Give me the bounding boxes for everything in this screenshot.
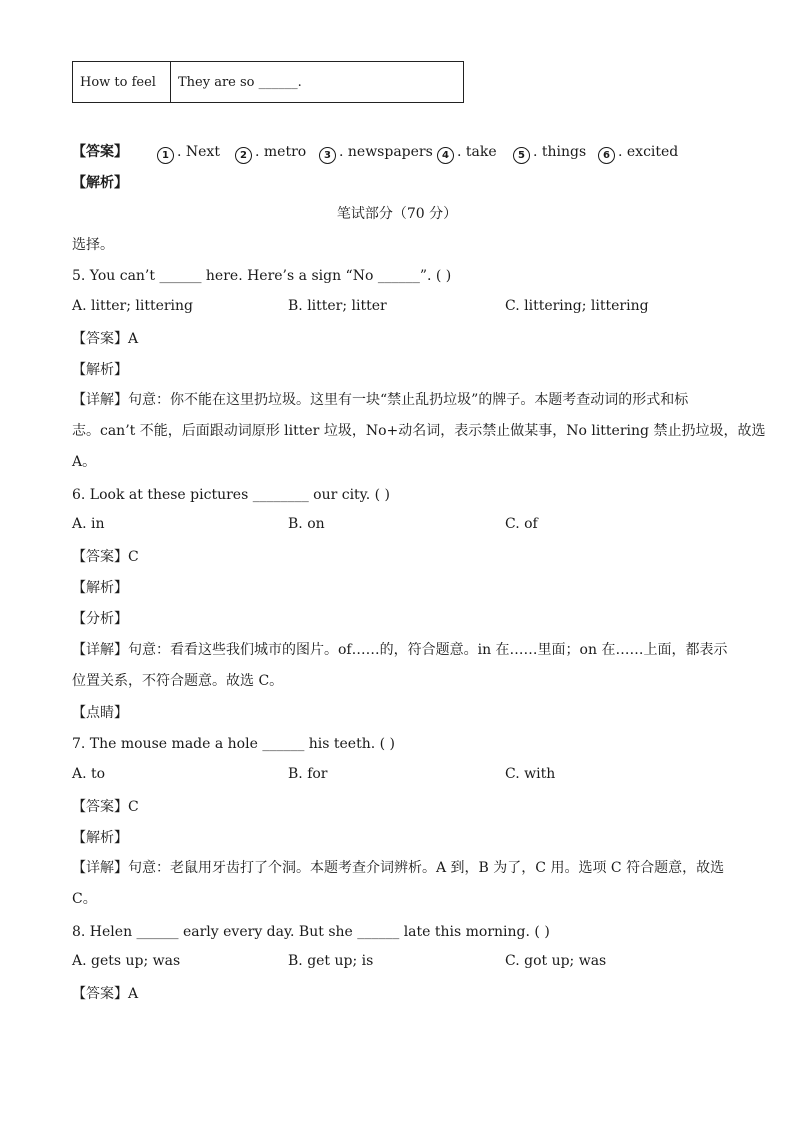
option-b: B. for: [288, 766, 328, 782]
detail-paragraph: [72, 635, 728, 697]
detail-line: 【详解】句意：看看这些我们城市的图片。of……的，符合题意。in 在……里面；on 在……上面，都表示: [72, 642, 728, 658]
analysis-label: 【解析】: [72, 362, 128, 378]
answer-text: . Next: [177, 144, 220, 160]
dianjing-label: 【点睛】: [72, 705, 128, 721]
answer-item: [513, 142, 586, 164]
circled-number: 3: [319, 147, 336, 164]
detail-line: 【详解】句意：老鼠用牙齿打了个洞。本题考查介词辨析。A 到，B 为了，C 用。选项 C 符合题意，故选: [72, 860, 725, 876]
table-row: [73, 62, 464, 103]
option-c: C. of: [505, 516, 538, 532]
answer-item: [157, 142, 220, 164]
answer-line: 【答案】A: [72, 331, 139, 347]
circled-number: 1: [157, 147, 174, 164]
answer-label: 【答案】: [72, 144, 128, 160]
circled-number: 5: [513, 147, 530, 164]
analysis-label: 【解析】: [72, 580, 128, 596]
section-title: 笔试部分（70 分）: [336, 206, 458, 222]
circled-number: 6: [598, 147, 615, 164]
detail-line: 志。can’t 不能，后面跟动词原形 litter 垃圾，No+动名词，表示禁止做某事，No littering 禁止扔垃圾，故选: [72, 423, 766, 439]
option-b: B. on: [288, 516, 325, 532]
question-stem: 7. The mouse made a hole ______ his teeth. ( ): [72, 736, 396, 752]
answer-text: . take: [457, 144, 497, 160]
option-c: C. littering; littering: [505, 298, 649, 314]
answer-item: [598, 142, 678, 164]
answer-line: 【答案】A: [72, 986, 139, 1002]
analysis-label: 【解析】: [72, 175, 128, 191]
answer-text: . things: [533, 144, 587, 160]
question-stem: 5. You can’t ______ here. Here’s a sign “No ______”. ( ): [72, 268, 452, 284]
circled-number: 2: [235, 147, 252, 164]
answer-text: . newspapers: [339, 144, 433, 160]
circled-number: 4: [437, 147, 454, 164]
fenxi-label: 【分析】: [72, 611, 128, 627]
option-b: B. litter; litter: [288, 298, 387, 314]
answer-line: 【答案】C: [72, 549, 139, 565]
answer-item: [319, 142, 433, 164]
answer-line: 【答案】C: [72, 799, 139, 815]
how-to-feel-table: [72, 61, 464, 103]
option-a: A. to: [72, 766, 106, 782]
answer-item: [235, 142, 306, 164]
answer-item: [437, 142, 497, 164]
detail-line: 【详解】句意：你不能在这里扔垃圾。这里有一块“禁止乱扔垃圾”的牌子。本题考查动词的形式和标: [72, 392, 689, 408]
detail-paragraph: [72, 385, 766, 478]
prev-answer-line: [72, 142, 722, 162]
table-cell: How to feel: [73, 62, 171, 103]
option-a: A. gets up; was: [72, 953, 181, 969]
analysis-label: 【解析】: [72, 830, 128, 846]
option-a: A. litter; littering: [72, 298, 194, 314]
option-a: A. in: [72, 516, 105, 532]
answer-text: . metro: [255, 144, 307, 160]
table-cell: They are so ______.: [171, 62, 464, 103]
option-b: B. get up; is: [288, 953, 374, 969]
option-c: C. with: [505, 766, 556, 782]
answer-text: . excited: [618, 144, 679, 160]
detail-line: 位置关系，不符合题意。故选 C。: [72, 673, 284, 689]
detail-line: C。: [72, 891, 97, 907]
question-stem: 8. Helen ______ early every day. But she ______ late this morning. ( ): [72, 924, 550, 940]
question-stem: 6. Look at these pictures ________ our city. ( ): [72, 487, 391, 503]
option-c: C. got up; was: [505, 953, 607, 969]
detail-line: A。: [72, 454, 97, 470]
section-intro: 选择。: [72, 237, 114, 253]
detail-paragraph: [72, 853, 725, 915]
